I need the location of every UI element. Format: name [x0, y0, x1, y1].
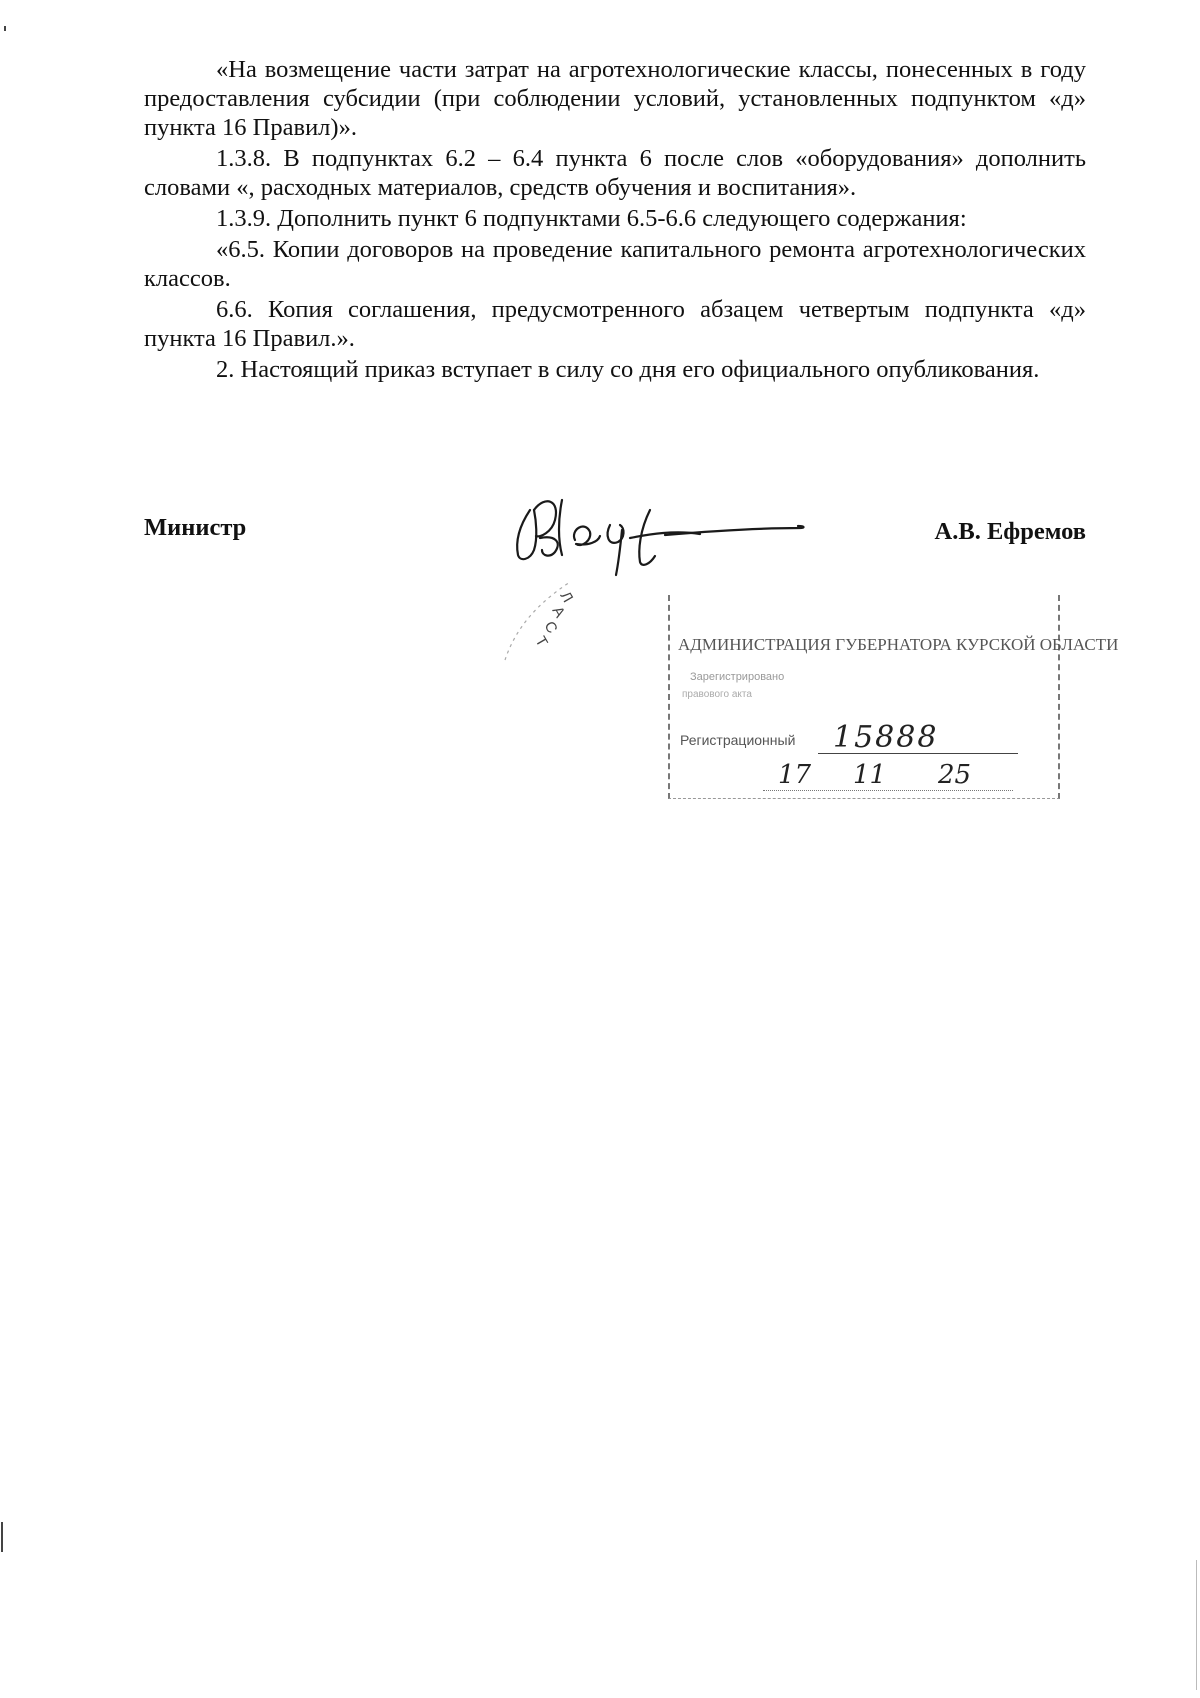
- stamp-faint-line-1: Зарегистрировано: [690, 671, 785, 683]
- registration-stamp: [668, 595, 1119, 800]
- paragraph-1-3-8: 1.3.8. В подпунктах 6.2 – 6.4 пункта 6 после слов «оборудования» дополнить словами «, расходных материалов, средств обучения и воспитания».: [144, 145, 1086, 201]
- scan-artifact-top: [4, 26, 6, 31]
- svg-text:С: С: [540, 618, 561, 637]
- signatory-role: Министр: [144, 514, 247, 541]
- stamp-date-day: 17: [778, 760, 812, 790]
- paragraph-6-6: 6.6. Копия соглашения, предусмотренного абзацем четвертым подпункта «д» пункта 16 Правил.».: [144, 296, 1086, 352]
- stamp-faint-line-2: правового акта: [682, 689, 752, 700]
- stamp-date-underline: [763, 790, 1013, 791]
- stamp-date-year: 25: [938, 760, 972, 790]
- stamp-title: АДМИНИСТРАЦИЯ ГУБЕРНАТОРА КУРСКОЙ ОБЛАСТИ: [678, 635, 1119, 654]
- svg-text:Т: Т: [531, 633, 551, 650]
- paragraph-compensation-clause: «На возмещение части затрат на агротехнологические классы, понесенных в году предоставления субсидии (при соблюдении условий, установленных подпунктом «д» пункта 16 Правил)».: [144, 56, 1086, 141]
- paragraph-6-5: «6.5. Копии договоров на проведение капитального ремонта агротехнологических классов.: [144, 236, 1086, 292]
- stamp-number-underline: [818, 753, 1018, 754]
- scan-artifact-right: [1196, 1560, 1197, 1690]
- scan-artifact-left: [1, 1522, 3, 1552]
- stamp-registration-label: Регистрационный: [680, 732, 796, 748]
- stamp-date-month: 11: [853, 760, 887, 790]
- paragraph-1-3-9: 1.3.9. Дополнить пункт 6 подпунктами 6.5-6.6 следующего содержания:: [216, 205, 967, 232]
- official-seal-fragment: [490, 560, 600, 670]
- signatory-name: А.В. Ефремов: [934, 518, 1086, 545]
- paragraph-2-effective-date: 2. Настоящий приказ вступает в силу со дня его официального опубликования.: [216, 356, 1040, 383]
- svg-text:А: А: [548, 603, 569, 621]
- svg-text:Л: Л: [556, 588, 577, 606]
- stamp-registration-number: 15888: [833, 720, 939, 755]
- document-body: [144, 55, 1086, 386]
